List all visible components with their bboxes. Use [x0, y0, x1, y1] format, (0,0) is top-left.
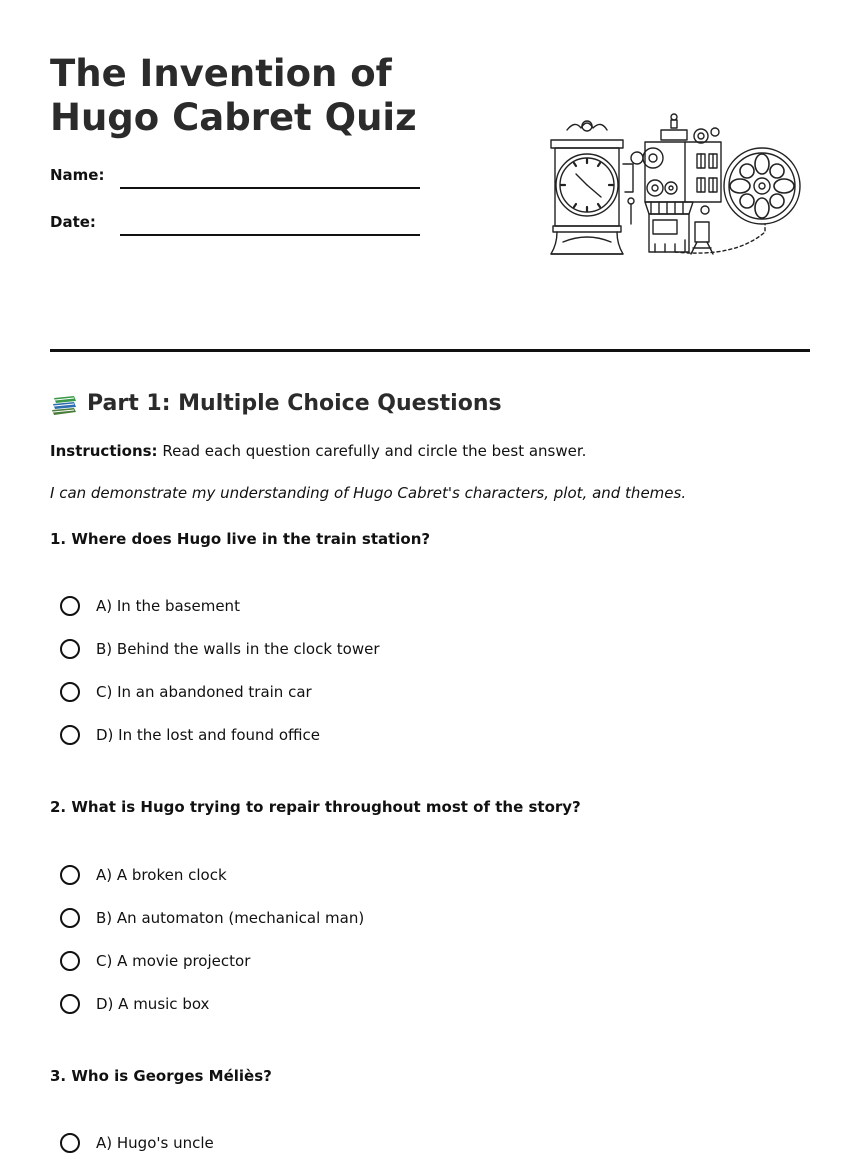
radio-circle-icon[interactable]: [60, 994, 80, 1014]
books-icon: [50, 390, 78, 418]
section-divider: [50, 349, 810, 352]
option-label: A) A broken clock: [96, 866, 227, 884]
radio-circle-icon[interactable]: [60, 1133, 80, 1153]
name-label: Name:: [50, 166, 105, 184]
instructions-text: Read each question carefully and circle the best answer.: [162, 442, 587, 460]
question-3: 3. Who is Georges Méliès?: [50, 1067, 272, 1085]
date-line[interactable]: [120, 234, 420, 236]
question-2-option-b[interactable]: [60, 905, 364, 931]
section-heading: [50, 388, 502, 420]
clockwork-station-illustration: [545, 112, 805, 262]
radio-circle-icon[interactable]: [60, 908, 80, 928]
radio-circle-icon[interactable]: [60, 725, 80, 745]
option-label: C) In an abandoned train car: [96, 683, 312, 701]
option-label: A) In the basement: [96, 597, 240, 615]
section-title: Part 1: Multiple Choice Questions: [87, 391, 502, 416]
name-line[interactable]: [120, 187, 420, 189]
option-label: C) A movie projector: [96, 952, 251, 970]
question-2-option-c[interactable]: [60, 948, 250, 974]
instructions: [50, 441, 586, 461]
learning-objective: I can demonstrate my understanding of Hugo Cabret's characters, plot, and themes.: [50, 484, 687, 502]
radio-circle-icon[interactable]: [60, 951, 80, 971]
instructions-label: Instructions:: [50, 442, 158, 460]
radio-circle-icon[interactable]: [60, 682, 80, 702]
question-3-option-a[interactable]: [60, 1130, 214, 1156]
option-label: B) Behind the walls in the clock tower: [96, 640, 380, 658]
option-label: A) Hugo's uncle: [96, 1134, 214, 1152]
question-1: 1. Where does Hugo live in the train station?: [50, 530, 431, 548]
option-label: D) A music box: [96, 995, 210, 1013]
option-label: D) In the lost and found office: [96, 726, 320, 744]
question-1-option-b[interactable]: [60, 636, 380, 662]
radio-circle-icon[interactable]: [60, 865, 80, 885]
radio-circle-icon[interactable]: [60, 639, 80, 659]
question-1-option-c[interactable]: [60, 679, 312, 705]
question-2-option-a[interactable]: [60, 862, 227, 888]
question-1-option-d[interactable]: [60, 722, 320, 748]
question-1-option-a[interactable]: [60, 593, 240, 619]
date-label: Date:: [50, 213, 96, 231]
radio-circle-icon[interactable]: [60, 596, 80, 616]
question-2: 2. What is Hugo trying to repair throughout most of the story?: [50, 798, 581, 816]
question-2-option-d[interactable]: [60, 991, 209, 1017]
option-label: B) An automaton (mechanical man): [96, 909, 365, 927]
quiz-title: The Invention of Hugo Cabret Quiz: [50, 52, 417, 139]
